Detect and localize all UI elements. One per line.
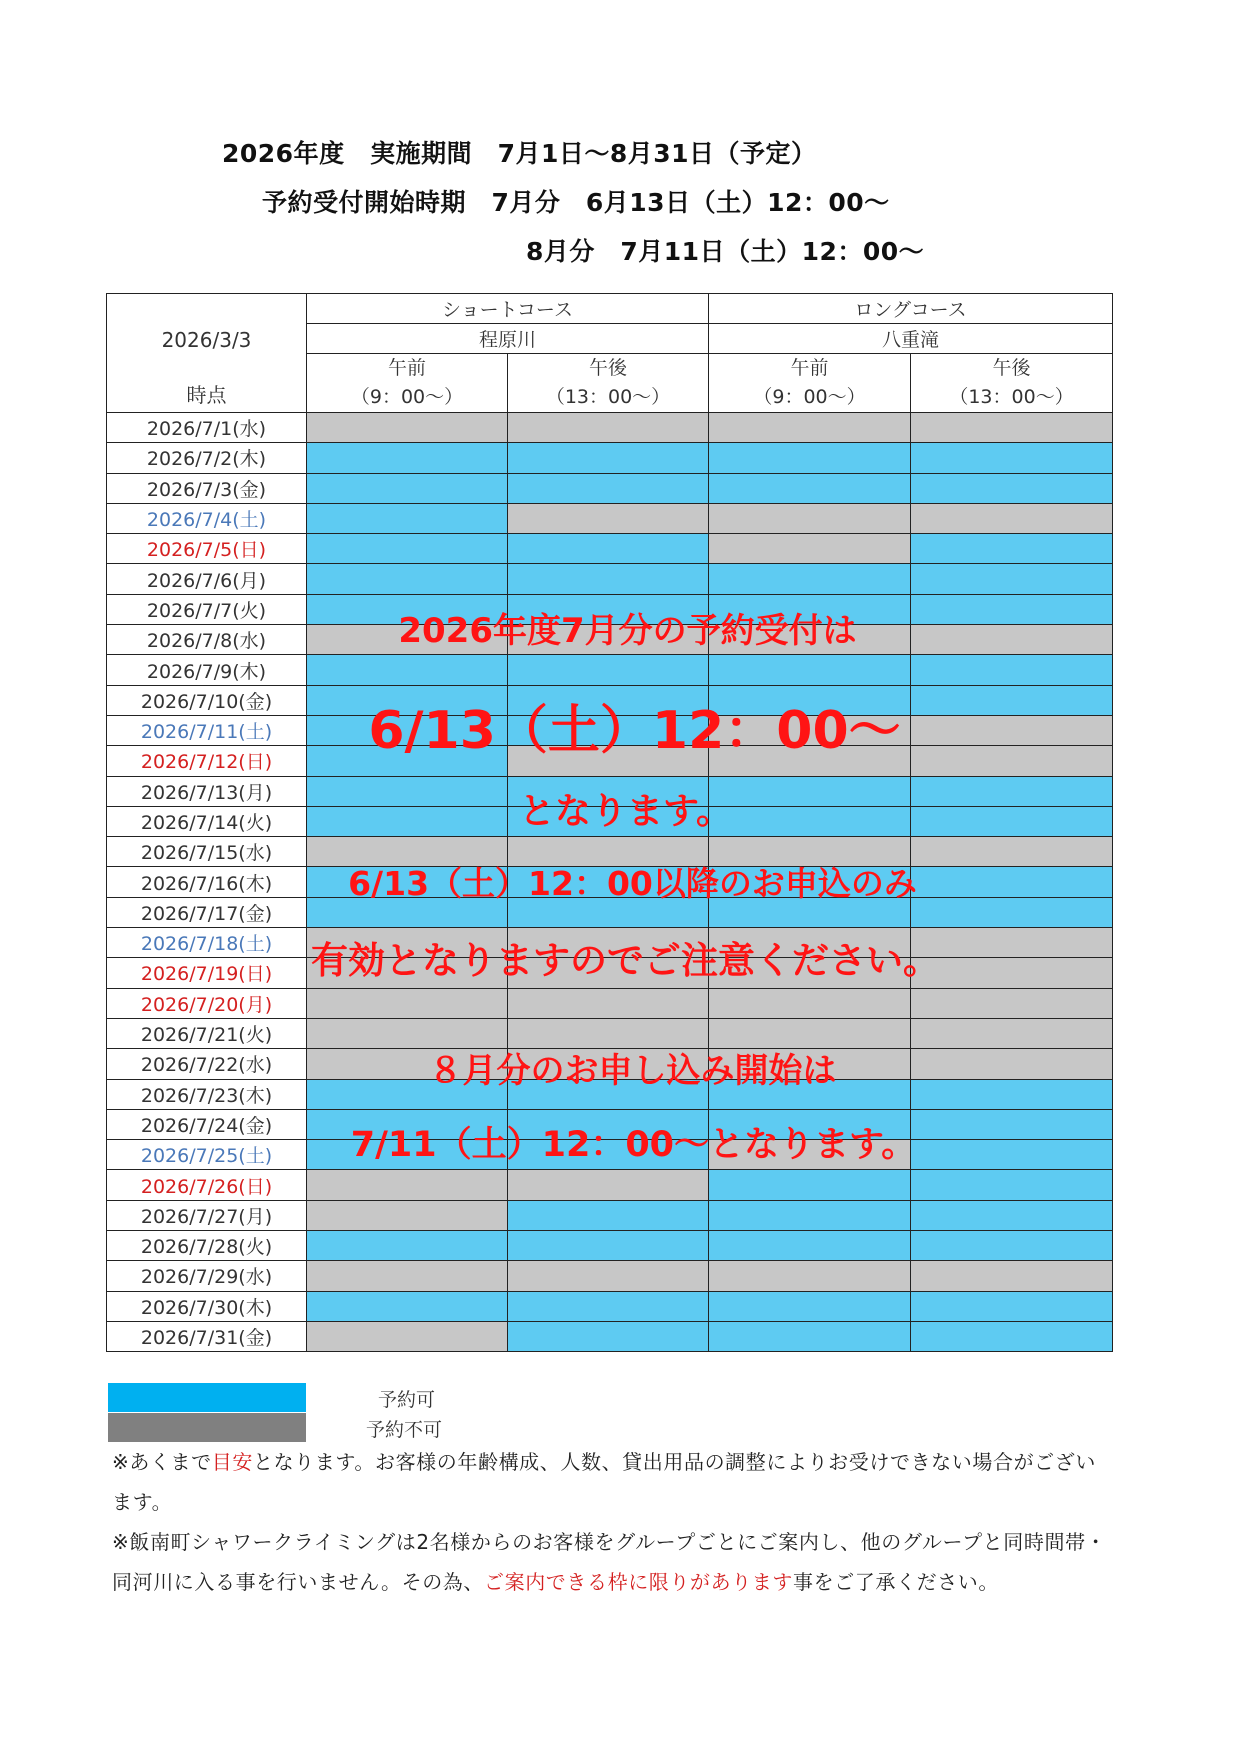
long-pm-header xyxy=(911,354,1113,413)
short-am-header xyxy=(307,354,508,413)
slot-available-cell xyxy=(709,443,911,473)
table-row xyxy=(107,988,1113,1018)
slot-available-cell xyxy=(911,1231,1113,1261)
slot-available-cell xyxy=(911,473,1113,503)
slot-available-cell xyxy=(307,655,508,685)
header-reservation-august-line: 8月分 7月11日（土）12：00～ xyxy=(526,237,925,266)
long-am-header xyxy=(709,354,911,413)
note-highlight: 目安 xyxy=(211,1450,253,1474)
slot-available-cell xyxy=(307,1291,508,1321)
slot-unavailable-cell xyxy=(911,1261,1113,1291)
date-cell: 2026/7/2(木) xyxy=(107,443,307,473)
short-river-header: 程原川 xyxy=(307,324,709,354)
date-cell: 2026/7/17(金) xyxy=(107,897,307,927)
date-cell: 2026/7/19(日) xyxy=(107,958,307,988)
date-cell: 2026/7/29(水) xyxy=(107,1261,307,1291)
date-cell: 2026/7/31(金) xyxy=(107,1321,307,1351)
date-cell: 2026/7/14(火) xyxy=(107,806,307,836)
table-row xyxy=(107,413,1113,443)
date-cell: 2026/7/11(土) xyxy=(107,715,307,745)
slot-unavailable-cell xyxy=(307,1170,508,1200)
slot-available-cell xyxy=(307,473,508,503)
notice-july-title: 2026年度7月分の予約受付は xyxy=(398,611,857,651)
table-row xyxy=(107,1291,1113,1321)
note-guideline xyxy=(112,1442,1112,1522)
date-cell: 2026/7/26(日) xyxy=(107,1170,307,1200)
slot-available-cell xyxy=(709,1200,911,1230)
slot-available-cell xyxy=(508,1200,709,1230)
slot-available-cell xyxy=(508,655,709,685)
date-cell: 2026/7/7(火) xyxy=(107,594,307,624)
note-text: となります。お客様の年齢構成、人数、貸出用品の調整によりお受けできない場合がございます。 xyxy=(112,1450,1096,1514)
header-period-line: 2026年度 実施期間 7月1日～8月31日（予定） xyxy=(222,139,817,168)
slot-available-cell xyxy=(508,1291,709,1321)
slot-available-cell xyxy=(508,443,709,473)
date-cell: 2026/7/24(金) xyxy=(107,1109,307,1139)
short-course-header: ショートコース xyxy=(307,294,709,324)
table-row xyxy=(107,1170,1113,1200)
slot-unavailable-cell xyxy=(508,413,709,443)
long-river-header: 八重滝 xyxy=(709,324,1113,354)
slot-unavailable-cell xyxy=(911,503,1113,533)
slot-unavailable-cell xyxy=(307,1321,508,1351)
table-row xyxy=(107,655,1113,685)
slot-unavailable-cell xyxy=(709,503,911,533)
date-cell: 2026/7/23(木) xyxy=(107,1079,307,1109)
slot-unavailable-cell xyxy=(508,1261,709,1291)
slot-available-cell xyxy=(307,1231,508,1261)
notice-august-title: ８月分のお申し込み開始は xyxy=(428,1051,837,1091)
slot-unavailable-cell xyxy=(307,413,508,443)
slot-available-cell xyxy=(911,655,1113,685)
slot-available-cell xyxy=(709,473,911,503)
slot-unavailable-cell xyxy=(709,988,911,1018)
slot-unavailable-cell xyxy=(307,988,508,1018)
date-cell: 2026/7/9(木) xyxy=(107,655,307,685)
slot-available-cell xyxy=(709,1291,911,1321)
date-cell: 2026/7/10(金) xyxy=(107,685,307,715)
table-row xyxy=(107,1231,1113,1261)
date-cell: 2026/7/20(月) xyxy=(107,988,307,1018)
table-row xyxy=(107,564,1113,594)
table-row xyxy=(107,473,1113,503)
period-time: （13：00～） xyxy=(949,386,1074,408)
note-highlight: ご案内できる枠に限りがあります xyxy=(484,1570,793,1594)
slot-available-cell xyxy=(911,1200,1113,1230)
as-of-cell xyxy=(107,294,307,413)
slot-unavailable-cell xyxy=(911,413,1113,443)
table-row xyxy=(107,1321,1113,1351)
slot-available-cell xyxy=(307,534,508,564)
legend-unavailable-swatch xyxy=(108,1413,306,1442)
slot-unavailable-cell xyxy=(709,534,911,564)
date-cell: 2026/7/4(土) xyxy=(107,503,307,533)
slot-unavailable-cell xyxy=(307,1261,508,1291)
date-cell: 2026/7/12(日) xyxy=(107,746,307,776)
date-cell: 2026/7/5(日) xyxy=(107,534,307,564)
slot-available-cell xyxy=(709,564,911,594)
date-cell: 2026/7/27(月) xyxy=(107,1200,307,1230)
notice-july-end: となります。 xyxy=(518,791,733,832)
period-time: （9：00～） xyxy=(753,386,866,408)
table-row xyxy=(107,1200,1113,1230)
date-cell: 2026/7/21(火) xyxy=(107,1018,307,1048)
date-cell: 2026/7/28(火) xyxy=(107,1231,307,1261)
slot-unavailable-cell xyxy=(508,1170,709,1200)
header-reservation-july-line: 予約受付開始時期 7月分 6月13日（土）12：00～ xyxy=(262,188,890,217)
note-text: ※飯南町シャワークライミングは2名様からのお客様をグループごとにご案内し、他のグループと同時間帯・同河川に入る事を行いません。その為、 xyxy=(112,1530,1107,1594)
slot-available-cell xyxy=(307,503,508,533)
period-time: （13：00～） xyxy=(545,386,671,408)
legend-unavailable-label: 予約不可 xyxy=(366,1419,443,1441)
note-group-policy xyxy=(112,1522,1112,1602)
slot-available-cell xyxy=(508,1231,709,1261)
slot-available-cell xyxy=(911,1321,1113,1351)
slot-unavailable-cell xyxy=(307,1200,508,1230)
slot-available-cell xyxy=(911,564,1113,594)
legend-available-label: 予約可 xyxy=(378,1389,436,1411)
date-cell: 2026/7/15(水) xyxy=(107,837,307,867)
date-cell: 2026/7/25(土) xyxy=(107,1140,307,1170)
long-course-header: ロングコース xyxy=(709,294,1113,324)
slot-available-cell xyxy=(911,443,1113,473)
table-row xyxy=(107,503,1113,533)
date-cell: 2026/7/30(木) xyxy=(107,1291,307,1321)
slot-available-cell xyxy=(508,1321,709,1351)
date-cell: 2026/7/1(水) xyxy=(107,413,307,443)
legend-available-swatch xyxy=(108,1383,306,1412)
short-pm-header xyxy=(508,354,709,413)
date-cell: 2026/7/18(土) xyxy=(107,928,307,958)
notice-caution: 有効となりますのでご注意ください。 xyxy=(311,939,940,982)
date-cell: 2026/7/13(月) xyxy=(107,776,307,806)
slot-unavailable-cell xyxy=(508,503,709,533)
note-text: 事をご了承ください。 xyxy=(793,1570,999,1594)
slot-available-cell xyxy=(709,1231,911,1261)
period-label: 午後 xyxy=(589,357,628,379)
date-cell: 2026/7/8(水) xyxy=(107,625,307,655)
slot-unavailable-cell xyxy=(709,1261,911,1291)
date-cell: 2026/7/16(木) xyxy=(107,867,307,897)
notice-valid-after: 6/13（土）12：00以降のお申込のみ xyxy=(348,864,917,903)
date-cell: 2026/7/6(月) xyxy=(107,564,307,594)
period-label: 午後 xyxy=(992,357,1031,379)
note-text: ※あくまで xyxy=(112,1450,212,1474)
slot-available-cell xyxy=(307,443,508,473)
slot-available-cell xyxy=(709,655,911,685)
slot-available-cell xyxy=(911,1170,1113,1200)
slot-unavailable-cell xyxy=(508,988,709,1018)
slot-available-cell xyxy=(307,564,508,594)
slot-available-cell xyxy=(508,564,709,594)
as-of-suffix: 時点 xyxy=(186,383,227,407)
slot-available-cell xyxy=(709,1170,911,1200)
notice-july-start: 6/13（土）12：00～ xyxy=(368,701,901,761)
as-of-date: 2026/3/3 xyxy=(161,328,252,352)
period-label: 午前 xyxy=(790,357,829,379)
slot-available-cell xyxy=(508,534,709,564)
notice-august-start: 7/11（土）12：00～となります。 xyxy=(350,1125,917,1165)
slot-unavailable-cell xyxy=(709,413,911,443)
period-label: 午前 xyxy=(387,357,426,379)
table-row xyxy=(107,534,1113,564)
slot-available-cell xyxy=(911,534,1113,564)
slot-available-cell xyxy=(508,473,709,503)
slot-available-cell xyxy=(709,1321,911,1351)
slot-available-cell xyxy=(911,1291,1113,1321)
table-row xyxy=(107,1261,1113,1291)
period-time: （9：00～） xyxy=(350,386,464,408)
date-cell: 2026/7/3(金) xyxy=(107,473,307,503)
table-row xyxy=(107,443,1113,473)
slot-unavailable-cell xyxy=(911,988,1113,1018)
date-cell: 2026/7/22(水) xyxy=(107,1049,307,1079)
